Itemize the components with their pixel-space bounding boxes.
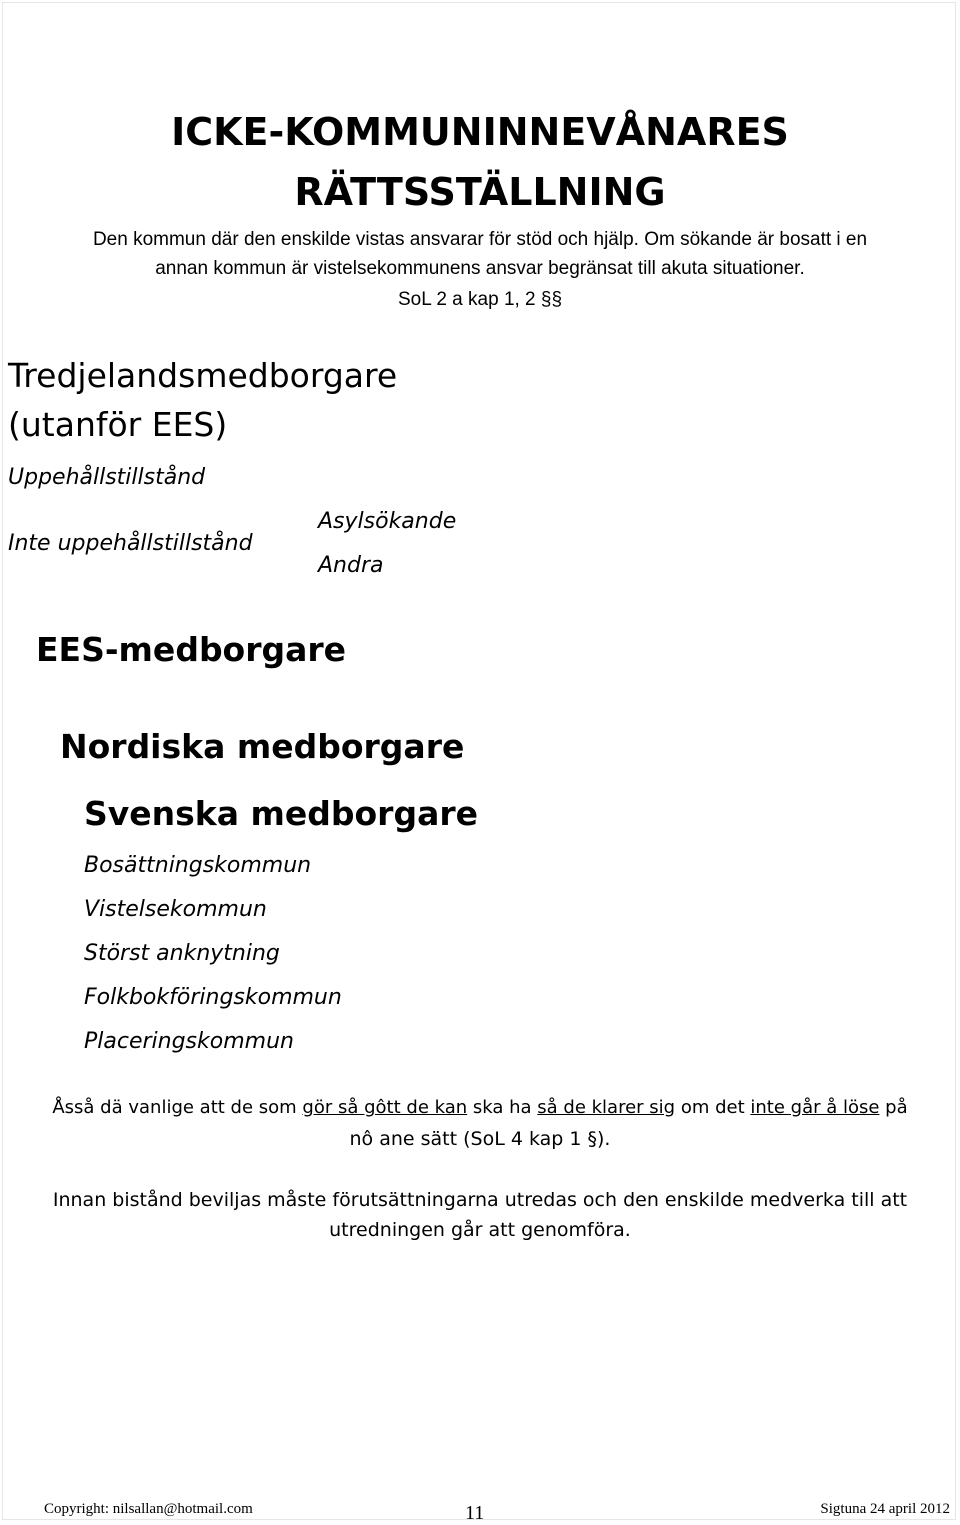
footer-place-date: Sigtuna 24 april 2012: [820, 1501, 950, 1517]
swedish-item: Placeringskommun: [84, 1029, 294, 1054]
footer-copyright: Copyright: nilsallan@hotmail.com: [44, 1501, 253, 1517]
nordic-heading: Nordiska medborgare: [60, 727, 465, 766]
paragraph-1-line-2: nô ane sätt (SoL 4 kap 1 §).: [349, 1128, 611, 1150]
no-permit-label: Inte uppehållstillstånd: [8, 531, 253, 556]
title-line-2: RÄTTSSTÄLLNING: [294, 170, 666, 214]
asylum-label: Asylsökande: [318, 509, 457, 534]
intro-line-1: Den kommun där den enskilde vistas ansvarar för stöd och hjälp. Om sökande är bosatt i en: [92, 229, 868, 250]
intro-reference: SoL 2 a kap 1, 2 §§: [397, 289, 563, 310]
tredjeland-heading-line-1: Tredjelandsmedborgare: [8, 356, 398, 395]
footer-page-number: 11: [465, 1502, 485, 1524]
title-line-1: ICKE-KOMMUNINNEVÅNARES: [171, 110, 789, 154]
swedish-item: Störst anknytning: [84, 941, 280, 966]
intro-line-2: annan kommun är vistelsekommunens ansvar begränsat till akuta situationer.: [155, 258, 805, 279]
swedish-item: Vistelsekommun: [84, 897, 267, 922]
permit-label: Uppehållstillstånd: [8, 465, 206, 490]
ees-heading: EES-medborgare: [36, 630, 347, 669]
paragraph-1-line-1: Åsså dä vanlige att de som gör så gôtt de kan ska ha så de klarer sig om det inte går å löse på: [52, 1097, 908, 1118]
tredjeland-heading-line-2: (utanför EES): [8, 405, 228, 444]
swedish-item: Folkbokföringskommun: [84, 985, 342, 1010]
swedish-heading: Svenska medborgare: [84, 794, 479, 833]
paragraph-2-line-2: utredningen går att genomföra.: [329, 1219, 631, 1241]
other-label: Andra: [318, 553, 384, 578]
paragraph-2-line-1: Innan bistånd beviljas måste förutsättningarna utredas och den enskilde medverka till att: [52, 1189, 908, 1211]
swedish-item: Bosättningskommun: [84, 853, 312, 878]
